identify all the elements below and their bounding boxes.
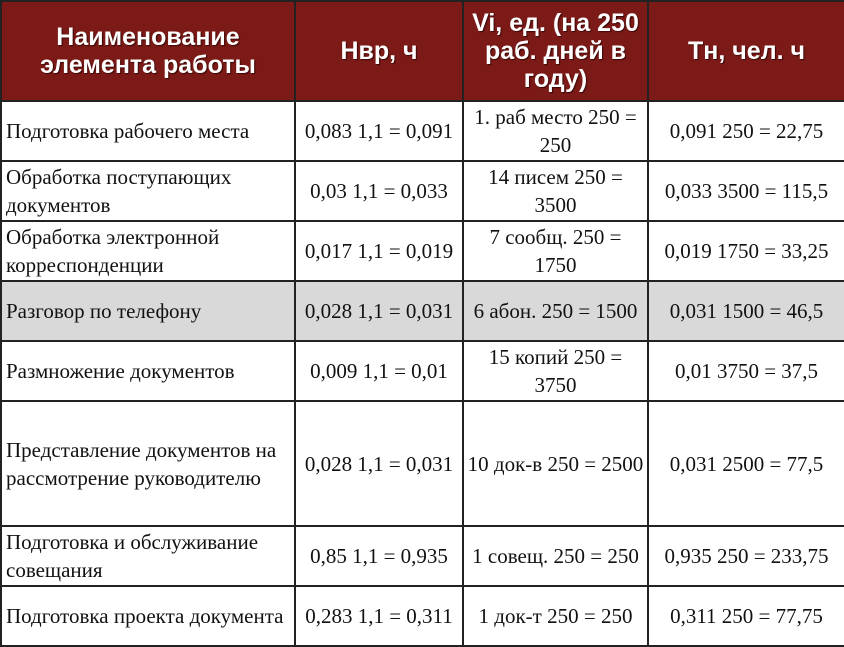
cell-volume: 14 писем 250 = 3500 [463,161,648,221]
cell-volume: 6 абон. 250 = 1500 [463,281,648,341]
header-row [1,1,844,101]
cell-volume: 1 док-т 250 = 250 [463,586,648,646]
cell-work-element: Подготовка проекта документа [1,586,295,646]
cell-labor-intensity: 0,01 3750 = 37,5 [648,341,844,401]
cell-work-element: Подготовка рабочего места [1,101,295,161]
cell-volume: 15 копий 250 = 3750 [463,341,648,401]
table-row [1,221,844,281]
cell-work-element: Обработка электронной корреспонденции [1,221,295,281]
table-row [1,341,844,401]
cell-time-norm: 0,03 1,1 = 0,033 [295,161,463,221]
cell-time-norm: 0,009 1,1 = 0,01 [295,341,463,401]
header-labor-intensity: Тн, чел. ч [648,1,844,101]
table-row-highlighted [1,281,844,341]
cell-work-element: Обработка поступающих документов [1,161,295,221]
cell-labor-intensity: 0,033 3500 = 115,5 [648,161,844,221]
table-row [1,586,844,646]
header-volume: Vi, ед. (на 250 раб. дней в году) [463,1,648,101]
cell-volume: 1. раб место 250 = 250 [463,101,648,161]
cell-work-element: Представление документов на рассмотрение руководителю [1,401,295,526]
cell-time-norm: 0,85 1,1 = 0,935 [295,526,463,586]
table-row [1,526,844,586]
cell-volume: 10 док-в 250 = 2500 [463,401,648,526]
cell-work-element: Размножение документов [1,341,295,401]
table-row [1,101,844,161]
header-work-element: Наименование элемента работы [1,1,295,101]
cell-work-element: Подготовка и обслуживание совещания [1,526,295,586]
table-row [1,161,844,221]
cell-time-norm: 0,028 1,1 = 0,031 [295,281,463,341]
cell-volume: 7 сообщ. 250 = 1750 [463,221,648,281]
cell-time-norm: 0,028 1,1 = 0,031 [295,401,463,526]
cell-labor-intensity: 0,935 250 = 233,75 [648,526,844,586]
cell-volume: 1 совещ. 250 = 250 [463,526,648,586]
cell-time-norm: 0,283 1,1 = 0,311 [295,586,463,646]
header-time-norm: Нвр, ч [295,1,463,101]
cell-work-element: Разговор по телефону [1,281,295,341]
cell-labor-intensity: 0,031 2500 = 77,5 [648,401,844,526]
table-row [1,401,844,526]
cell-time-norm: 0,017 1,1 = 0,019 [295,221,463,281]
cell-labor-intensity: 0,091 250 = 22,75 [648,101,844,161]
cell-labor-intensity: 0,031 1500 = 46,5 [648,281,844,341]
cell-labor-intensity: 0,019 1750 = 33,25 [648,221,844,281]
cell-labor-intensity: 0,311 250 = 77,75 [648,586,844,646]
cell-time-norm: 0,083 1,1 = 0,091 [295,101,463,161]
